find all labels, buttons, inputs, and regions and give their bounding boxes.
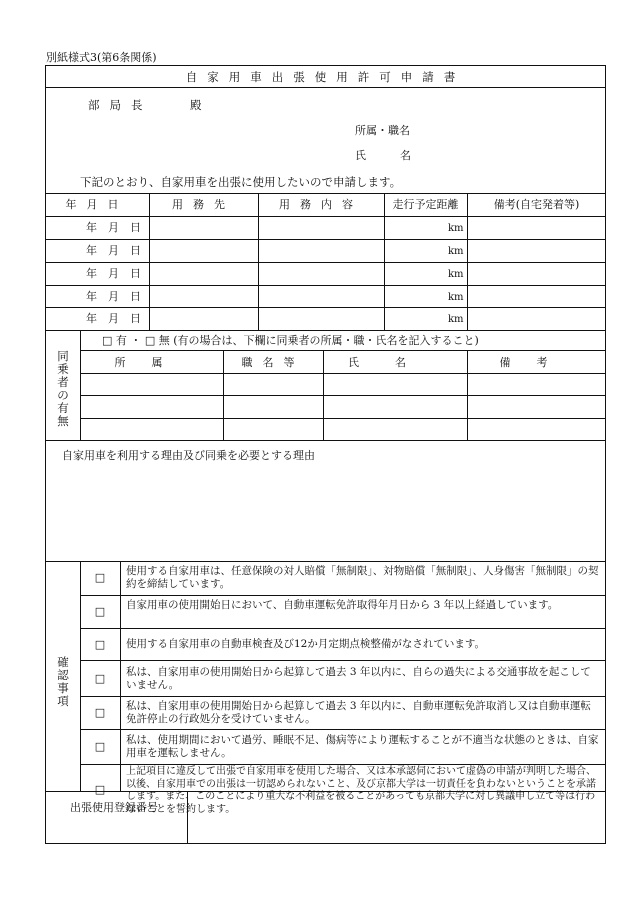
passenger-side-rule	[80, 330, 81, 440]
trip-col-rule	[467, 193, 468, 330]
confirm-item: 私は、自家用車の使用開始日から起算して過去 3 年以内に、自動車運転免許取消し又は自動車運転免許停止の行政処分を受けていません。	[126, 700, 591, 725]
confirm-rule	[80, 764, 606, 765]
trip-unit: km	[448, 246, 464, 257]
passenger-header-affiliation: 所属	[114, 356, 189, 369]
header-remarks: 備考(自宅発着等)	[493, 198, 580, 211]
form-title: 自家用車出張使用許可申請書	[185, 70, 466, 84]
confirm-rule	[80, 595, 606, 596]
reason-label: 自家用車を利用する理由及び同乗を必要とする理由	[62, 449, 315, 462]
confirm-checkbox[interactable]: □	[94, 783, 106, 796]
confirm-checkbox[interactable]: □	[94, 605, 106, 618]
header-destination: 用務先	[172, 198, 235, 211]
name-label: 氏名	[355, 149, 445, 162]
trip-unit: km	[448, 314, 464, 325]
trip-date-cell: 年 月 日	[86, 290, 141, 303]
confirm-rule	[80, 628, 606, 629]
confirm-checkbox[interactable]: □	[94, 571, 106, 584]
trip-col-rule	[384, 193, 385, 330]
trip-rule	[45, 216, 606, 217]
passenger-rule	[80, 395, 606, 396]
passenger-header-position: 職名等	[241, 356, 305, 369]
confirm-item: 自家用車の使用開始日において、自動車運転免許取得年月日から 3 年以上経過しています。	[126, 599, 559, 611]
affiliation-label: 所属・職名	[355, 124, 410, 137]
confirm-checkbox[interactable]: □	[94, 740, 106, 753]
confirm-checkbox[interactable]: □	[94, 706, 106, 719]
header-distance: 走行予定距離	[392, 198, 459, 211]
trip-unit: km	[448, 269, 464, 280]
trip-rule	[45, 239, 606, 240]
confirm-item: 使用する自家用車の自動車検査及び12か月定期点検整備がなされています。	[126, 638, 486, 650]
confirm-item: 使用する自家用車は、任意保険の対人賠償「無制限」、対物賠償「無制限」、人身傷害「無制限」の契約を締結しています。	[126, 565, 599, 590]
addressee: 部局長	[88, 98, 153, 112]
section-rule	[45, 440, 606, 441]
trip-date-cell: 年 月 日	[86, 312, 141, 325]
trip-rule	[45, 262, 606, 263]
trip-rule	[45, 330, 606, 331]
passenger-header-name: 氏名	[348, 356, 442, 369]
confirm-rule	[80, 729, 606, 730]
confirm-item: 上記項目に違反して出張で自家用車を使用した場合、又は本承認伺において虚偽の申請が判明した場合、以後、自家用車での出張は一切認められないこと、及び京都大学は一切責任を負わないということを承諾します。また、このことにより重大な不利益を被ることがあっても京都大学に対し異議申し立て等は行わないことを誓約します。	[126, 766, 596, 815]
passenger-header-remarks: 備考	[499, 356, 574, 369]
honorific: 殿	[190, 98, 202, 112]
passenger-side-label: 同乗者の有無	[57, 349, 69, 428]
confirm-checkbox[interactable]: □	[94, 672, 106, 685]
title-rule	[45, 87, 606, 88]
passenger-rule	[80, 373, 606, 374]
confirm-rule	[80, 660, 606, 661]
form-label: 別紙様式3(第6条関係)	[46, 51, 157, 64]
trip-rule	[45, 285, 606, 286]
trip-table-top	[45, 193, 606, 194]
trip-col-rule	[258, 193, 259, 330]
passenger-rule	[80, 418, 606, 419]
passenger-choice: □ 有 ・ □ 無 (有の場合は、下欄に同乗者の所属・職・氏名を記入すること)	[102, 334, 479, 347]
confirm-side-label: 確認事項	[57, 655, 69, 708]
trip-rule	[45, 307, 606, 308]
trip-col-rule	[149, 193, 150, 330]
confirm-item: 私は、自家用車の使用開始日から起算して過去 3 年以内に、自らの過失による交通事故を起こしていません。	[126, 666, 591, 691]
trip-date-cell: 年 月 日	[86, 267, 141, 280]
header-purpose: 用務内容	[279, 198, 363, 211]
trip-unit: km	[448, 223, 464, 234]
registration-col-rule	[187, 791, 188, 844]
passenger-rule	[80, 350, 606, 351]
trip-date-cell: 年 月 日	[86, 221, 141, 234]
intro-text: 下記のとおり、自家用車を出張に使用したいので申請します。	[80, 175, 402, 189]
confirm-rule	[80, 696, 606, 697]
trip-date-cell: 年 月 日	[86, 244, 141, 257]
header-date: 年月日	[65, 198, 129, 211]
registration-label: 出張使用登録番号	[70, 801, 158, 814]
section-rule	[45, 561, 606, 562]
section-rule	[45, 791, 606, 792]
confirm-checkbox[interactable]: □	[94, 638, 106, 651]
confirm-item: 私は、使用期間において過労、睡眠不足、傷病等により運転することが不適当な状態のときは、自家用車を運転しません。	[126, 734, 599, 759]
trip-unit: km	[448, 292, 464, 303]
